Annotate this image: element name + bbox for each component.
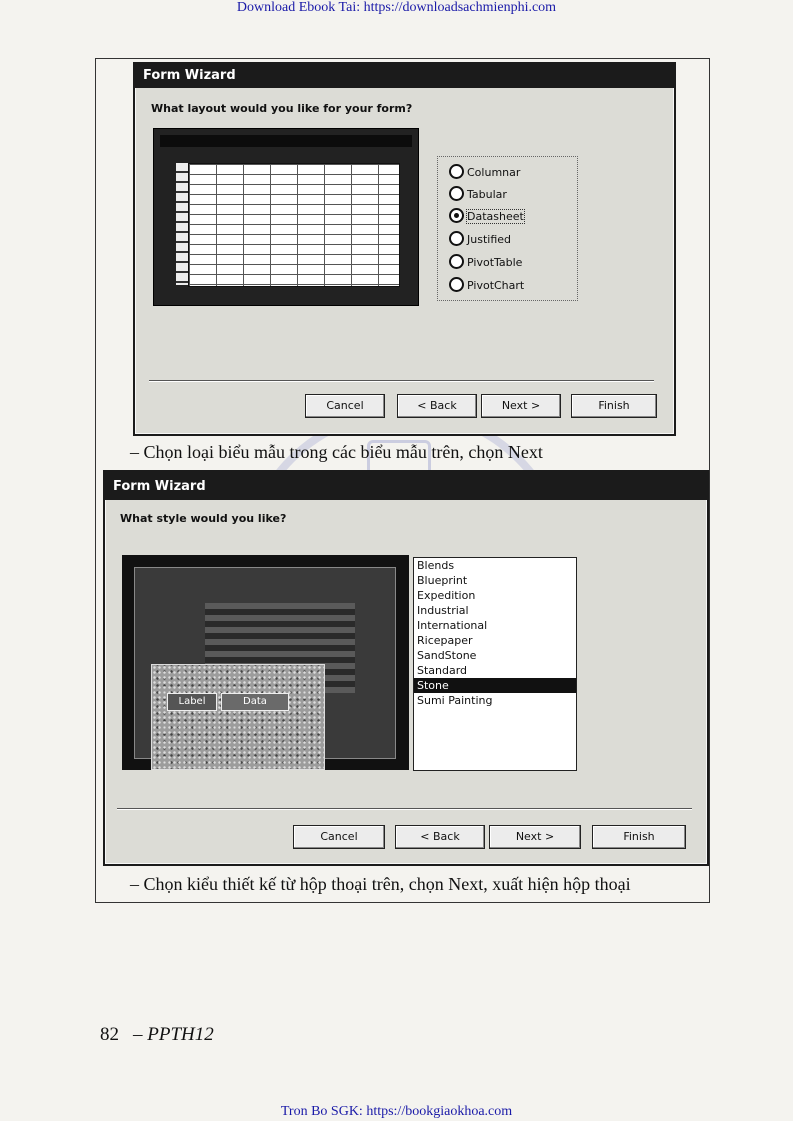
option-pivottable[interactable]: PivotTable [449, 254, 522, 270]
radio-icon [449, 231, 464, 246]
form-wizard-style-dialog [103, 470, 709, 866]
cancel-button[interactable]: Cancel [305, 394, 385, 418]
finish-button[interactable]: Finish [592, 825, 686, 849]
footer-link[interactable]: Tron Bo SGK: https://bookgiaokhoa.com [280, 1104, 513, 1119]
preview-form-area [134, 567, 396, 759]
radio-icon [449, 164, 464, 179]
option-datasheet[interactable]: Datasheet [449, 208, 524, 224]
button-separator [149, 380, 654, 382]
page-number: 82 – PPTH12 [100, 1024, 214, 1045]
style-item-blends[interactable]: Blends [417, 559, 455, 572]
button-separator [117, 808, 692, 810]
back-button[interactable]: < Back [397, 394, 477, 418]
style-listbox[interactable] [413, 557, 577, 771]
preview-data-field: Data [221, 693, 289, 711]
layout-preview [153, 128, 419, 306]
form-wizard-layout-dialog [133, 62, 676, 436]
option-pivotchart[interactable]: PivotChart [449, 277, 524, 293]
layout-question: What layout would you like for your form? [151, 102, 413, 115]
style-item-sandstone[interactable]: SandStone [417, 649, 477, 662]
option-justified[interactable]: Justified [449, 231, 511, 247]
radio-icon [449, 277, 464, 292]
finish-button[interactable]: Finish [571, 394, 657, 418]
next-button[interactable]: Next > [489, 825, 581, 849]
caption-2: – Chọn kiểu thiết kế từ hộp thoại trên, chọn Next, xuất hiện hộp thoại [130, 874, 631, 894]
preview-row-selectors [176, 163, 188, 285]
preview-title-bar [160, 135, 412, 147]
datasheet-grid-preview [188, 163, 400, 287]
option-columnar[interactable]: Columnar [449, 164, 520, 180]
dialog-title: Form Wizard [105, 472, 707, 500]
style-item-sumi-painting[interactable]: Sumi Painting [417, 694, 493, 707]
caption-1: – Chọn loại biểu mẫu trong các biểu mẫu trên, chọn Next [130, 442, 543, 462]
radio-selected-icon [449, 208, 464, 223]
style-item-international[interactable]: International [417, 619, 488, 632]
style-item-standard[interactable]: Standard [417, 664, 468, 677]
style-preview [122, 555, 409, 770]
preview-label: Label [167, 693, 217, 711]
dialog-title: Form Wizard [135, 64, 674, 88]
header-link[interactable]: Download Ebook Tai: https://downloadsachmienphi.com [236, 0, 557, 15]
back-button[interactable]: < Back [395, 825, 485, 849]
style-item-blueprint[interactable]: Blueprint [417, 574, 468, 587]
style-item-ricepaper[interactable]: Ricepaper [417, 634, 473, 647]
radio-icon [449, 254, 464, 269]
style-question: What style would you like? [120, 512, 287, 525]
option-tabular[interactable]: Tabular [449, 186, 507, 202]
cancel-button[interactable]: Cancel [293, 825, 385, 849]
next-button[interactable]: Next > [481, 394, 561, 418]
style-item-expedition[interactable]: Expedition [417, 589, 476, 602]
style-item-industrial[interactable]: Industrial [417, 604, 469, 617]
style-item-stone-selected[interactable]: Stone [414, 678, 576, 693]
stone-texture-panel [151, 664, 325, 770]
radio-icon [449, 186, 464, 201]
